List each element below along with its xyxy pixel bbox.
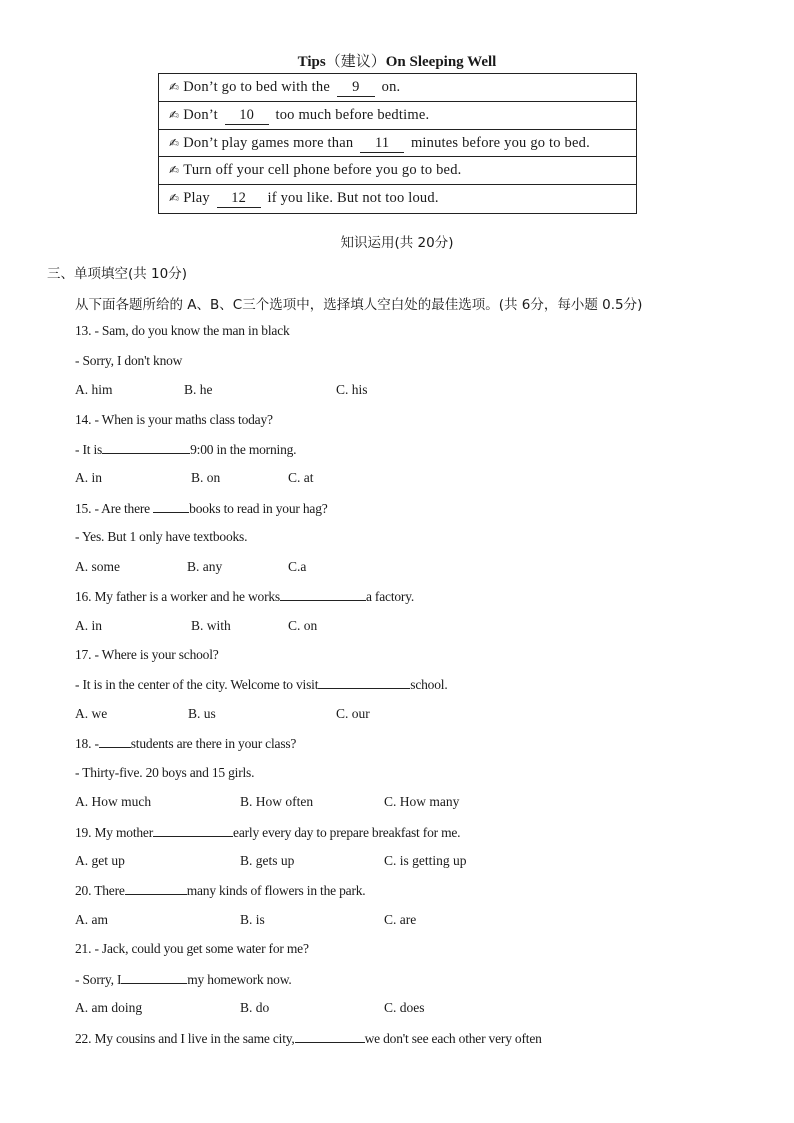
pen-icon: ✍ bbox=[169, 107, 180, 122]
stem-text: early every day to prepare breakfast for me. bbox=[233, 825, 461, 840]
answer-blank bbox=[153, 500, 189, 513]
instruction-text: 从下面各题所给的 A、B、C三个选项中，选择填人空白处的最佳选项。(共 6分，每小题 0.5分) bbox=[75, 297, 643, 313]
q13-option-b: B. he bbox=[184, 382, 213, 397]
tip-row-4 bbox=[159, 157, 636, 185]
blank-number: 11 bbox=[360, 134, 404, 153]
q13-option-c: C. his bbox=[336, 382, 368, 397]
reply-text: - Sorry, I bbox=[75, 972, 122, 987]
pen-icon: ✍ bbox=[169, 163, 180, 178]
tip-text: too much before bedtime. bbox=[275, 106, 430, 123]
q16-option-a: A. in bbox=[75, 618, 102, 633]
answer-blank bbox=[121, 971, 187, 984]
q13-option-a: A. him bbox=[75, 382, 113, 397]
q17-option-b: B. us bbox=[188, 706, 216, 721]
question-13-reply: - Sorry, I don't know bbox=[75, 353, 183, 368]
q14-option-c: C. at bbox=[288, 470, 314, 485]
title-en-topic: On Sleeping Well bbox=[385, 54, 497, 70]
question-16-stem bbox=[75, 588, 414, 605]
tip-text: Don’t go to bed with the bbox=[183, 79, 330, 95]
question-19-stem bbox=[75, 824, 460, 841]
tip-text: Don’t bbox=[183, 106, 218, 123]
stem-text: 15. - Are there bbox=[75, 501, 154, 516]
reply-text: my homework now. bbox=[187, 972, 292, 987]
question-17-stem: 17. - Where is your school? bbox=[75, 647, 219, 662]
question-15-reply: - Yes. But 1 only have textbooks. bbox=[75, 529, 248, 544]
stem-text: 22. My cousins and I live in the same city, bbox=[75, 1031, 295, 1046]
reply-text: - It is bbox=[75, 442, 103, 457]
blank-number: 9 bbox=[337, 78, 375, 97]
stem-text: students are there in your class? bbox=[130, 736, 297, 751]
q16-option-c: C. on bbox=[288, 618, 318, 633]
stem-text: 20. There bbox=[75, 883, 125, 898]
pen-icon: ✍ bbox=[169, 135, 180, 150]
tip-row-2 bbox=[159, 102, 636, 130]
question-21-stem: 21. - Jack, could you get some water for me? bbox=[75, 941, 309, 956]
q19-option-b: B. gets up bbox=[240, 853, 295, 868]
stem-text: 16. My father is a worker and he works bbox=[75, 589, 280, 604]
stem-text: many kinds of flowers in the park. bbox=[186, 883, 366, 898]
stem-text: books to read in your hag? bbox=[189, 501, 328, 516]
answer-blank bbox=[295, 1030, 365, 1043]
answer-blank bbox=[102, 441, 190, 454]
reply-text: - It is in the center of the city. Welcome to visit bbox=[75, 677, 319, 692]
reply-text: 9:00 in the morning. bbox=[190, 442, 297, 457]
stem-text: we don't see each other very often bbox=[364, 1031, 542, 1046]
answer-blank bbox=[125, 882, 187, 895]
stem-text: a factory. bbox=[365, 589, 415, 604]
tip-text: Play bbox=[183, 190, 210, 207]
q17-option-a: A. we bbox=[75, 706, 108, 721]
q20-option-a: A. am bbox=[75, 912, 108, 927]
stem-text: 18. - bbox=[75, 736, 99, 751]
q14-option-b: B. on bbox=[191, 470, 221, 485]
q20-option-c: C. are bbox=[384, 912, 417, 927]
q18-option-a: A. How much bbox=[75, 794, 152, 809]
pen-icon: ✍ bbox=[169, 191, 180, 206]
tip-text: Turn off your cell phone before you go to bed. bbox=[183, 162, 462, 179]
stem-text: 19. My mother bbox=[75, 825, 154, 840]
question-21-reply bbox=[75, 971, 292, 988]
question-17-reply bbox=[75, 676, 448, 693]
reply-text: school. bbox=[410, 677, 448, 692]
q21-option-c: C. does bbox=[384, 1000, 425, 1015]
answer-blank bbox=[99, 735, 131, 748]
q15-option-b: B. any bbox=[187, 559, 223, 574]
part-heading: 三、单项填空(共 10分) bbox=[47, 266, 188, 282]
tip-row-1 bbox=[159, 74, 636, 102]
q14-option-a: A. in bbox=[75, 470, 102, 485]
tip-text: minutes before you go to bed. bbox=[410, 134, 590, 151]
pen-icon: ✍ bbox=[169, 80, 180, 94]
q19-option-a: A. get up bbox=[75, 853, 125, 868]
question-18-reply: - Thirty-five. 20 boys and 15 girls. bbox=[75, 765, 255, 780]
tip-text: if you like. But not too loud. bbox=[267, 190, 439, 207]
question-14-stem: 14. - When is your maths class today? bbox=[75, 412, 273, 427]
question-15-stem bbox=[75, 500, 328, 517]
question-18-stem bbox=[75, 735, 296, 752]
blank-number: 12 bbox=[217, 189, 261, 208]
q19-option-c: C. is getting up bbox=[384, 853, 467, 868]
tip-row-5 bbox=[159, 185, 636, 213]
q21-option-a: A. am doing bbox=[75, 1000, 143, 1015]
q16-option-b: B. with bbox=[191, 618, 231, 633]
q21-option-b: B. do bbox=[240, 1000, 270, 1015]
question-22-stem bbox=[75, 1030, 542, 1047]
q15-option-a: A. some bbox=[75, 559, 120, 574]
question-20-stem bbox=[75, 882, 365, 899]
tips-table bbox=[158, 73, 637, 214]
tip-row-3 bbox=[159, 130, 636, 158]
answer-blank bbox=[153, 824, 233, 837]
title-en-tips: Tips bbox=[297, 54, 326, 70]
section-heading: 知识运用(共 20分) bbox=[340, 235, 454, 251]
tip-text: on. bbox=[381, 79, 401, 95]
q17-option-c: C. our bbox=[336, 706, 370, 721]
title-cn: （建议） bbox=[325, 54, 386, 70]
q18-option-c: C. How many bbox=[384, 794, 460, 809]
q20-option-b: B. is bbox=[240, 912, 265, 927]
blank-number: 10 bbox=[225, 106, 269, 125]
q15-option-c: C.a bbox=[288, 559, 307, 574]
answer-blank bbox=[318, 676, 410, 689]
question-14-reply bbox=[75, 441, 296, 458]
q18-option-b: B. How often bbox=[240, 794, 314, 809]
answer-blank bbox=[280, 588, 366, 601]
tip-text: Don’t play games more than bbox=[183, 134, 354, 151]
question-13-stem: 13. - Sam, do you know the man in black bbox=[75, 323, 290, 338]
page-title bbox=[0, 50, 794, 71]
